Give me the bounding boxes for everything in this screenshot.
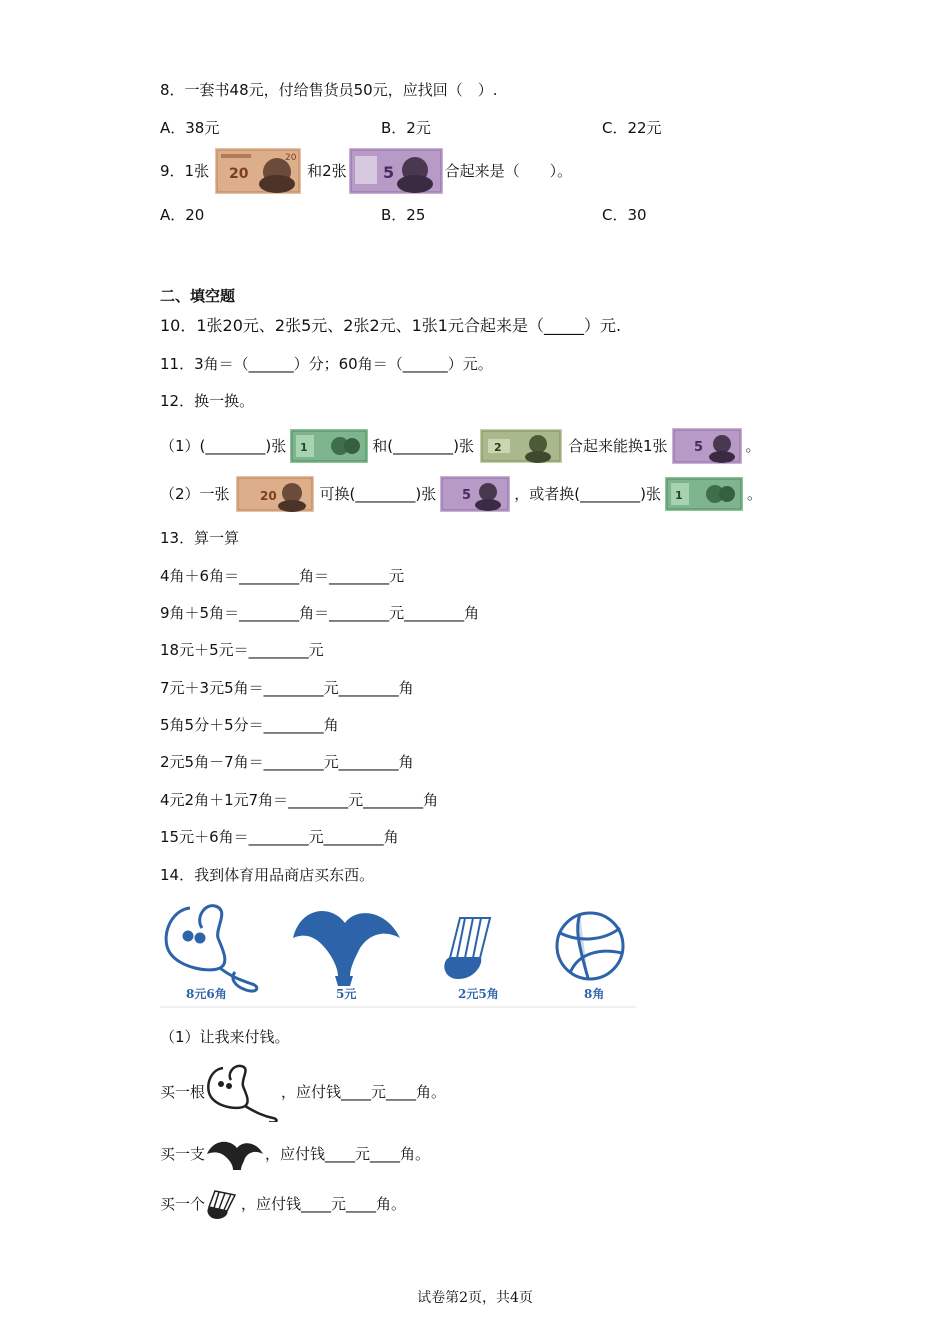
price-feather-toy: 5元	[336, 987, 357, 1001]
banknote-5-image	[349, 148, 443, 194]
q9-stem-part-b: 和2张	[307, 162, 347, 180]
banknote-1-value-a: 1	[300, 441, 308, 454]
jump-rope-small-icon	[205, 1062, 281, 1122]
q8-stem: 8．一套书48元，付给售货员50元，应找回（ ）.	[160, 81, 498, 99]
q12-part2-text-a: （2）一张	[160, 485, 230, 503]
q12-part2-text-d: 。	[746, 485, 762, 503]
banknote-1-small-image	[665, 477, 743, 511]
q14-buy-1-pre: 买一根	[160, 1083, 206, 1101]
q12-part2-text-c: ，或者换(________)张	[514, 485, 661, 503]
q11: 11．3角＝（______）分；60角＝（______）元。	[160, 355, 493, 373]
banknote-1-image	[290, 429, 368, 463]
shuttlecock-icon	[445, 918, 490, 978]
q10: 10．1张20元、2张5元、2张2元、1张1元合起来是（_____）元.	[160, 316, 622, 335]
q12-part1	[160, 426, 761, 466]
q14-buy-1-post: ，应付钱____元____角。	[281, 1083, 447, 1101]
q14-stem: 14．我到体育用品商店买东西。	[160, 866, 375, 884]
q13-stem: 13．算一算	[160, 529, 240, 547]
q13-line-8: 15元＋6角＝________元________角	[160, 828, 399, 846]
q14-sub1: （1）让我来付钱。	[160, 1028, 290, 1046]
banknote-5-small2-image	[440, 476, 510, 512]
q8-option-b[interactable]: B．2元	[381, 119, 431, 137]
q9-stem-part-a: 9．1张	[160, 162, 210, 180]
q14-buy-3-post: ，应付钱____元____角。	[241, 1195, 407, 1213]
q8-option-a[interactable]: A．38元	[160, 119, 220, 137]
q9-option-b[interactable]: B．25	[381, 206, 426, 224]
price-shuttlecock: 2元5角	[458, 987, 499, 1001]
goods-illustration	[160, 898, 636, 1008]
banknote-2-value: 2	[493, 441, 502, 454]
q12-part1-text-b: 和(________)张	[372, 437, 474, 455]
q14-buy-2-pre: 买一支	[160, 1145, 206, 1163]
q9-option-c[interactable]: C．30	[602, 206, 647, 224]
section-title: 二、填空题	[160, 287, 236, 305]
q9-stem	[160, 147, 572, 195]
q14-buy-3	[160, 1186, 406, 1222]
feather-toy-small-icon	[205, 1136, 265, 1172]
goods-panel	[160, 898, 636, 1008]
shuttlecock-small-icon	[205, 1187, 241, 1221]
q13-line-3: 18元＋5元＝________元	[160, 641, 324, 659]
q14-buy-3-pre: 买一个	[160, 1195, 206, 1213]
banknote-20-value: 20	[229, 166, 249, 182]
q13-line-5: 5角5分＋5分＝________角	[160, 716, 339, 734]
q14-buy-2	[160, 1134, 430, 1174]
q14-buy-1	[160, 1062, 446, 1122]
banknote-20-small-image	[236, 476, 314, 512]
q14-buy-2-post: ，应付钱____元____角。	[265, 1145, 431, 1163]
feather-toy-icon	[293, 911, 400, 986]
q12-part2-text-b: 可换(________)张	[319, 485, 437, 503]
banknote-20-image	[215, 148, 301, 194]
q12-part1-text-a: （1）(________)张	[160, 437, 287, 455]
price-jump-rope: 8元6角	[186, 987, 227, 1001]
q13-line-7: 4元2角＋1元7角＝________元________角	[160, 791, 439, 809]
q12-part1-text-c: 合起来能换1张	[567, 437, 668, 455]
q9-stem-part-c: 合起来是（ ）。	[444, 162, 573, 180]
q12-stem: 12．换一换。	[160, 392, 255, 410]
q13-line-1: 4角＋6角＝________角＝________元	[160, 567, 405, 585]
banknote-5-small2-value: 5	[462, 488, 472, 503]
q13-line-2: 9角＋5角＝________角＝________元________角	[160, 604, 480, 622]
page-footer: 试卷第2页，共4页	[417, 1290, 533, 1306]
price-ball: 8角	[584, 987, 605, 1001]
banknote-1-value-b: 1	[674, 489, 683, 502]
q12-part2	[160, 474, 762, 514]
banknote-5-small-image	[672, 428, 742, 464]
banknote-5-value: 5	[382, 163, 394, 182]
banknote-20-corner: 20	[285, 153, 297, 163]
q13-line-6: 2元5角－7角＝________元________角	[160, 753, 414, 771]
banknote-2-image	[480, 429, 562, 463]
banknote-20-small-value: 20	[259, 489, 277, 503]
ball-icon	[557, 913, 623, 979]
banknote-5-small-value: 5	[693, 440, 703, 455]
q13-line-4: 7元＋3元5角＝________元________角	[160, 679, 414, 697]
q8-option-c[interactable]: C．22元	[602, 119, 662, 137]
q9-option-a[interactable]: A．20	[160, 206, 205, 224]
jump-rope-icon	[166, 906, 257, 991]
q12-part1-text-d: 。	[745, 437, 761, 455]
